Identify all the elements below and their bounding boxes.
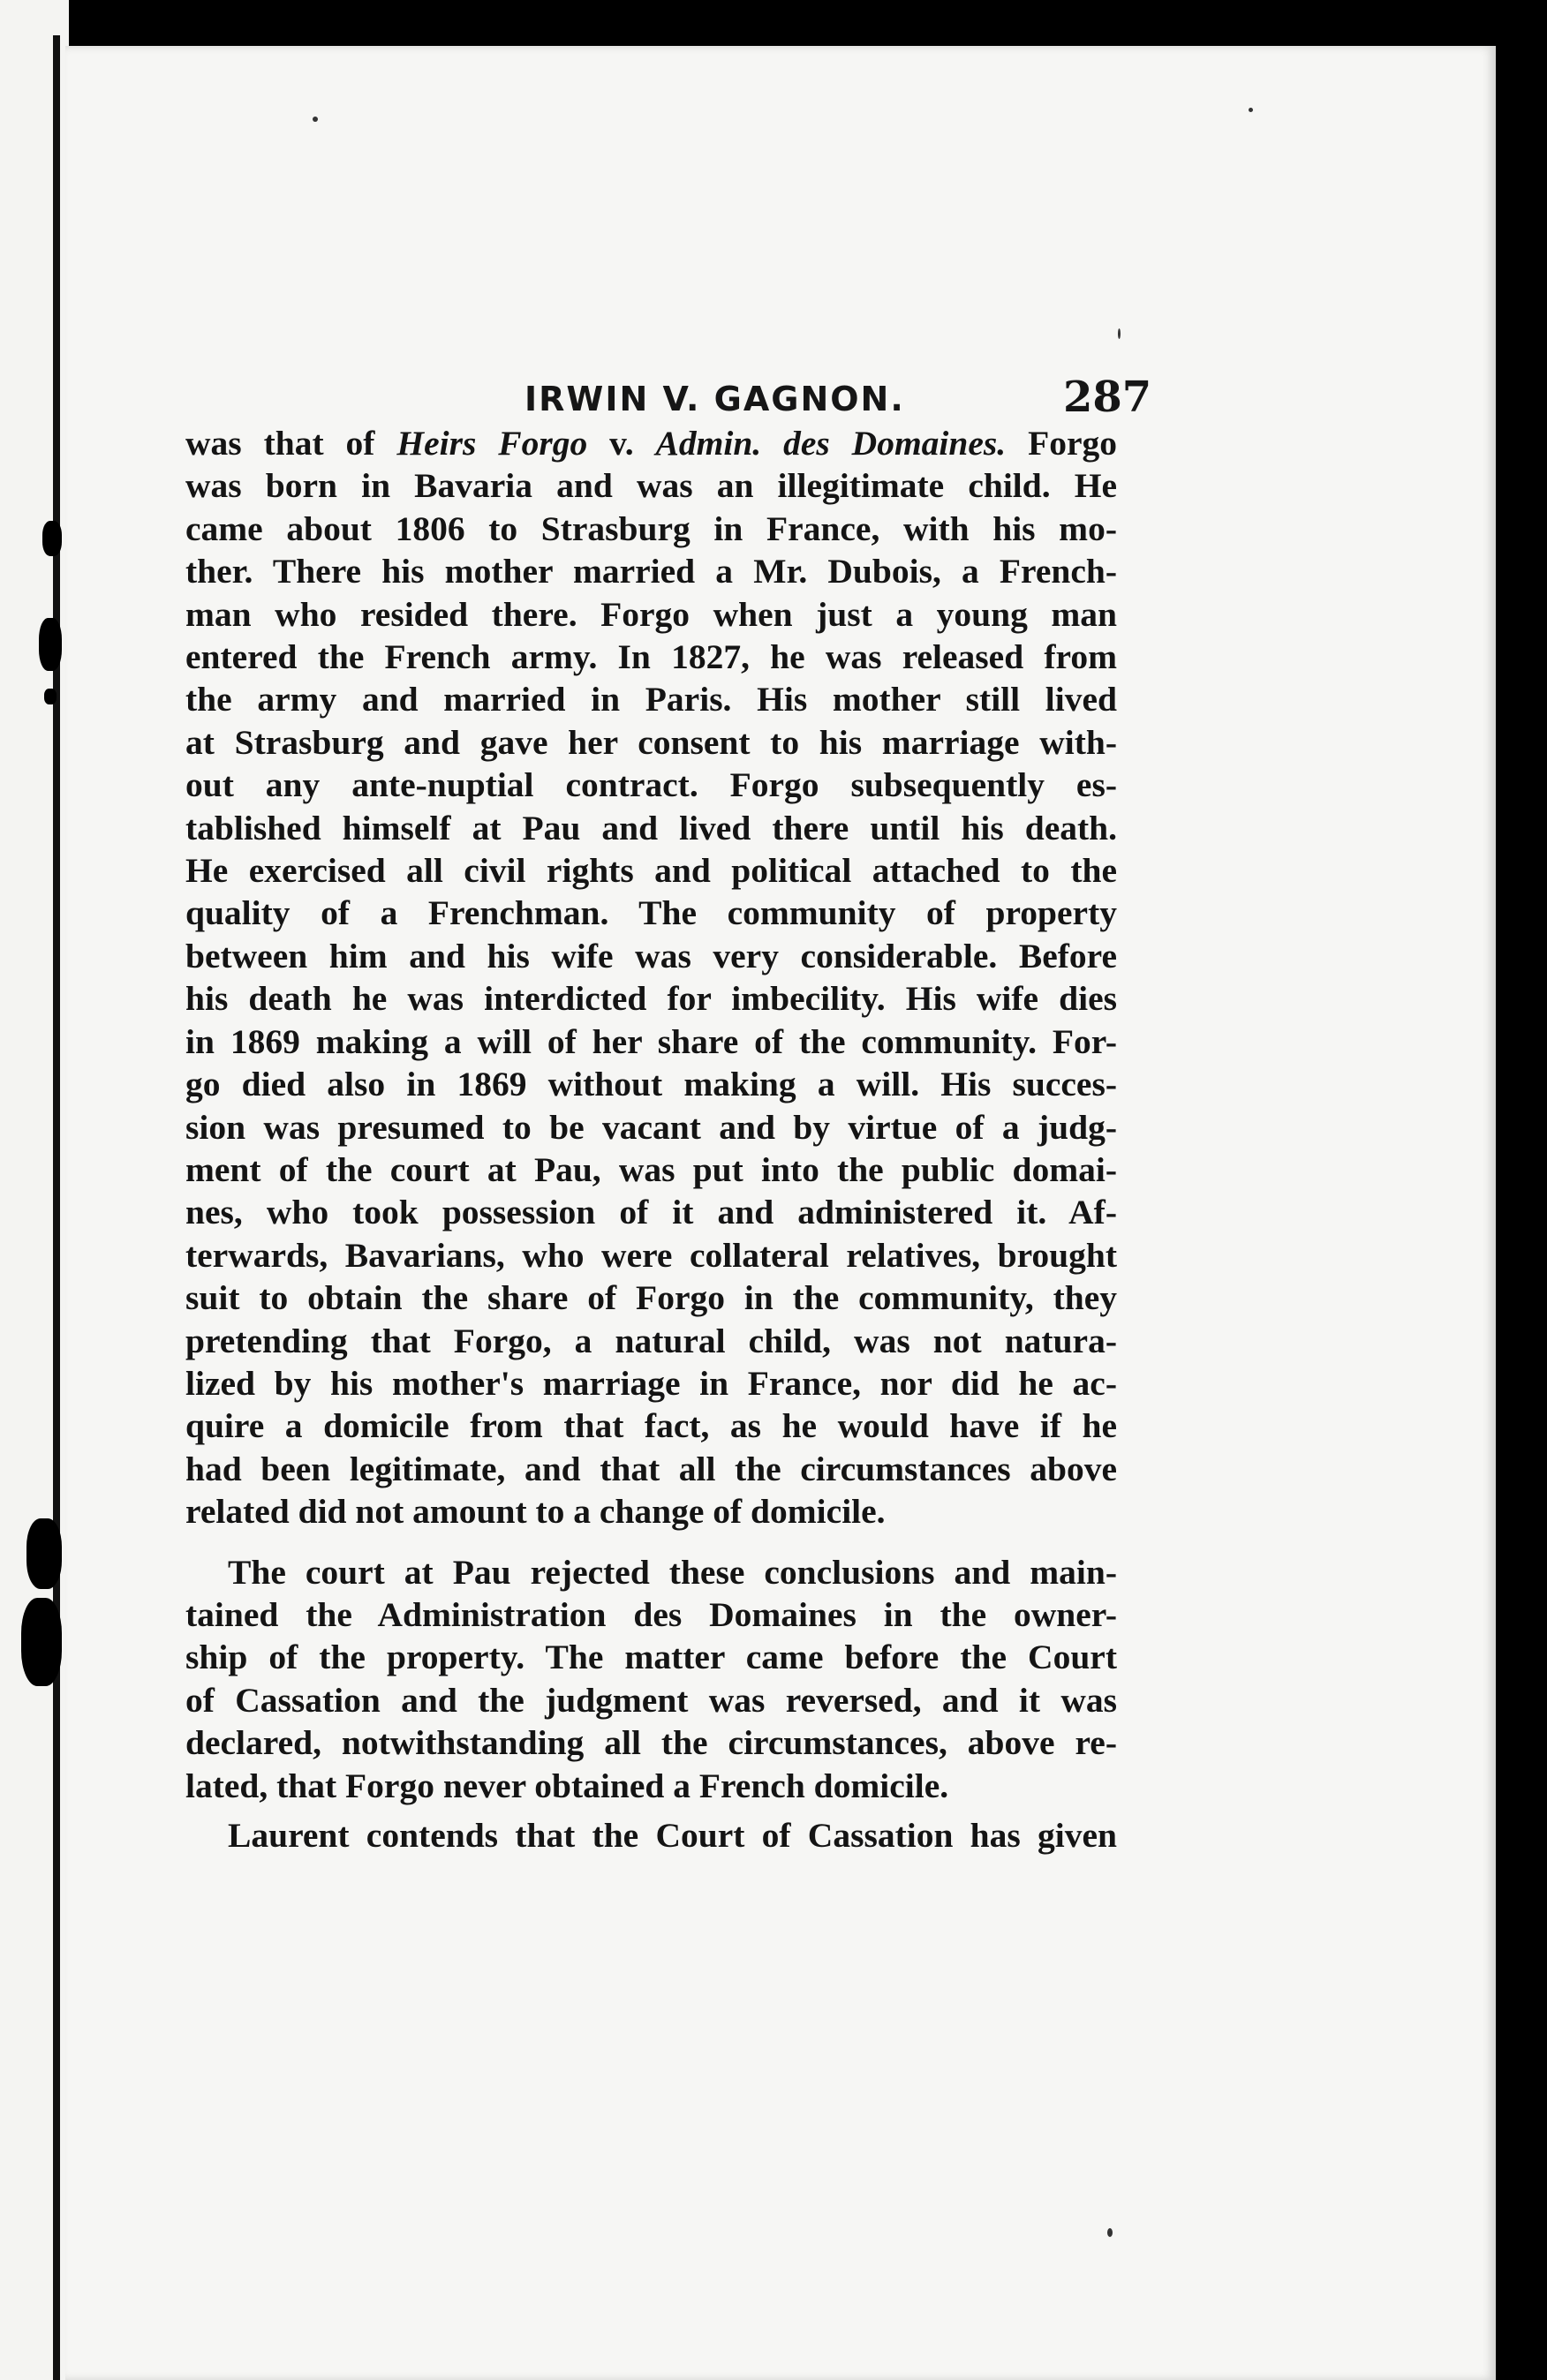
text-line: declared, notwithstanding all the circumstances, above re-	[185, 1723, 1117, 1763]
paragraph-3	[185, 1814, 1117, 1857]
text-line: related did not amount to a change of domicile.	[185, 1492, 886, 1532]
ink-blot	[39, 618, 62, 671]
text-line: lized by his mother's marriage in France, nor did he ac-	[185, 1363, 1117, 1403]
ink-blot	[44, 689, 57, 704]
body-text	[185, 422, 1117, 1857]
text-line: the army and married in Paris. His mother still lived	[185, 680, 1117, 719]
paragraph-gap	[185, 1807, 1117, 1814]
text-line: man who resided there. Forgo when just a young man	[185, 594, 1117, 634]
text-line: at Strasburg and gave her consent to his marriage with-	[185, 722, 1117, 762]
paragraph-1	[185, 422, 1117, 1533]
text-line: suit to obtain the share of Forgo in the community, they	[185, 1278, 1117, 1318]
text-line: terwards, Bavarians, who were collateral relatives, brought	[185, 1235, 1117, 1275]
text-line: ther. There his mother married a Mr. Dubois, a French-	[185, 552, 1117, 591]
text-line: tablished himself at Pau and lived there until his death.	[185, 808, 1117, 847]
text-line: nes, who took possession of it and administered it. Af-	[185, 1193, 1117, 1232]
case-name-admin: Admin. des Domaines.	[655, 424, 1007, 463]
text-line: ship of the property. The matter came before the Court	[185, 1638, 1117, 1677]
paragraph-2	[185, 1551, 1117, 1807]
text-line: pretending that Forgo, a natural child, was not natura-	[185, 1321, 1117, 1360]
text-line: came about 1806 to Strasburg in France, with his mo-	[185, 508, 1117, 548]
text-line: tained the Administration des Domaines in the owner-	[185, 1594, 1117, 1634]
ink-blot	[21, 1598, 62, 1686]
text-line: Laurent contends that the Court of Cassation has given	[228, 1816, 1117, 1855]
text-line: of Cassation and the judgment was reversed, and it was	[185, 1680, 1117, 1720]
running-title: IRWIN V. GAGNON.	[524, 380, 905, 418]
paragraph-gap	[185, 1533, 1117, 1551]
text-line: between him and his wife was very considerable. Before	[185, 936, 1117, 975]
ink-blot	[26, 1518, 62, 1589]
text-line: sion was presumed to be vacant and by virtue of a judg-	[185, 1107, 1117, 1147]
binding-fold	[53, 35, 60, 2380]
text-line: quire a domicile from that fact, as he would have if he	[185, 1406, 1117, 1446]
text-line: entered the French army. In 1827, he was released from	[185, 637, 1117, 677]
text-line: quality of a Frenchman. The community of property	[185, 893, 1117, 933]
page-number: 287	[1063, 373, 1152, 422]
text-line: go died also in 1869 without making a will. His succes-	[185, 1065, 1117, 1104]
text-line: lated, that Forgo never obtained a French domicile.	[185, 1766, 949, 1805]
text-line: had been legitimate, and that all the circumstances above	[185, 1449, 1117, 1488]
text-line: He exercised all civil rights and political attached to the	[185, 851, 1117, 891]
text-line: was that of Heirs Forgo v. Admin. des Domaines. Forgo	[185, 424, 1117, 463]
text-line: his death he was interdicted for imbecility. His wife dies	[185, 979, 1117, 1019]
dust-speck	[313, 117, 318, 122]
text-line: in 1869 making a will of her share of the community. For-	[185, 1021, 1117, 1061]
text-line: was born in Bavaria and was an illegitimate child. He	[185, 466, 1117, 506]
dust-speck	[1118, 328, 1121, 339]
adjacent-page-edge	[0, 0, 69, 2380]
text-line: The court at Pau rejected these conclusions and main-	[228, 1552, 1117, 1592]
text-line: out any ante-nuptial contract. Forgo subsequently es-	[185, 765, 1117, 805]
dust-speck	[1249, 108, 1253, 112]
dust-speck	[1107, 2228, 1113, 2237]
text-line: ment of the court at Pau, was put into the public domai-	[185, 1149, 1117, 1189]
ink-blot	[42, 521, 62, 556]
case-name: Heirs Forgo	[396, 424, 588, 463]
